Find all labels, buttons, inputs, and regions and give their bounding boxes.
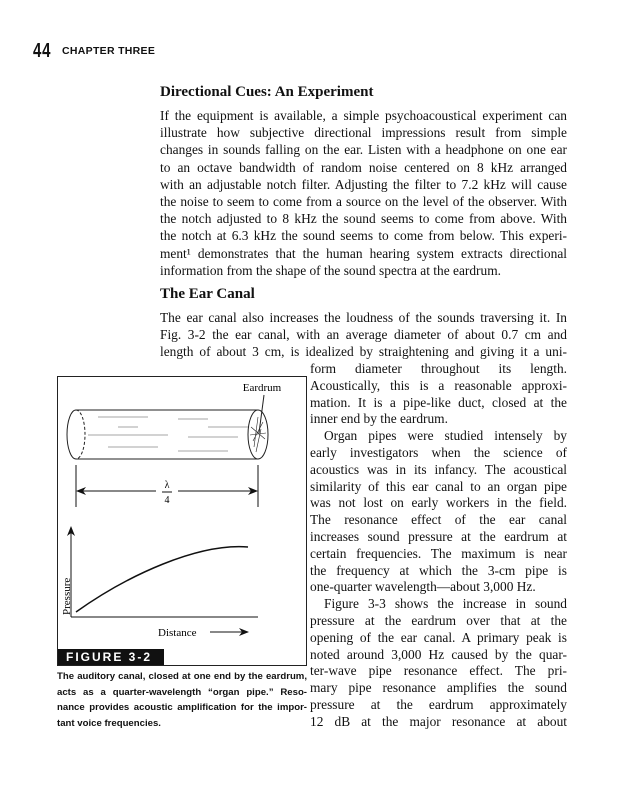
pressure-curve (76, 547, 248, 612)
text-line: the frequency at which the 3-cm pipe is (310, 562, 567, 578)
text-line: one-quarter wavelength—about 3,000 Hz. (310, 579, 536, 595)
text-line: The resonance effect of the ear canal (310, 512, 567, 528)
text-line: Acoustically, this is a reasonable approxi- (310, 377, 567, 393)
ear-canal-diagram (58, 377, 305, 647)
text-line: information from the shape of the sound spectra at the eardrum. (160, 262, 501, 278)
text-line: certain frequencies. The maximum is near (310, 545, 567, 561)
text-line: early investigators when the science of (310, 445, 567, 460)
x-axis-label: Distance (158, 627, 197, 639)
caption-line: acts as a quarter-wavelength “organ pipe.” Reso- (57, 686, 307, 698)
text-line: pressure at the eardrum over that at the (310, 613, 567, 628)
text-line: with an adjustable notch filter. Adjusting the filter to 7.2 kHz will cause (160, 176, 567, 192)
text-line: form diameter throughout its length. (310, 361, 567, 376)
text-line: mation. It is a pipe-like duct, closed at the (310, 394, 567, 410)
text-line: inner end by the eardrum. (310, 411, 448, 427)
text-line: illustrate how subjective directional impressions result from simple (160, 125, 567, 141)
y-axis-label: Pressure (61, 577, 73, 615)
text-line: mary pipe resonance amplifies the sound (310, 680, 567, 696)
text-line: noted around 3,000 Hz caused by the quar- (310, 646, 567, 662)
chapter-title: CHAPTER THREE (62, 45, 156, 57)
text-line: Figure 3-3 shows the increase in sound (324, 596, 567, 612)
section-heading-ear-canal: The Ear Canal (160, 286, 255, 302)
text-line: was not lost on early workers in the field. (310, 495, 567, 511)
text-line: the notch adjusted to 8 kHz the sound seems to come from above. With (160, 211, 567, 227)
figure-3-2 (57, 376, 307, 666)
text-line: ter-wave pipe resonance effect. The pri- (310, 663, 567, 679)
text-line: the notch at 6.3 kHz the sound seems to come from below. This experi- (160, 228, 567, 244)
lambda-numerator: λ (164, 480, 170, 491)
figure-label: FIGURE 3-2 (58, 649, 164, 665)
lambda-denominator: 4 (164, 495, 170, 506)
text-line: If the equipment is available, a simple psychoacoustical experiment can (160, 108, 567, 123)
text-line: the noise to seem to come from a source on the level of the observer. With (160, 194, 567, 209)
text-line: Fig. 3-2 the ear canal, with an average diameter of about 0.7 cm and (160, 327, 567, 343)
text-line: increases sound pressure at the eardrum at (310, 529, 567, 544)
cylinder (67, 410, 268, 459)
text-line: Organ pipes were studied intensely by (324, 428, 567, 444)
section-heading-directional-cues: Directional Cues: An Experiment (160, 84, 374, 100)
eardrum-label: Eardrum (242, 382, 282, 394)
pressure-graph (61, 527, 258, 639)
caption-line: nance provides acoustic amplification for the impor- (57, 702, 307, 713)
text-line: opening of the ear canal. A primary peak is (310, 629, 567, 645)
caption-line: tant voice frequencies. (57, 717, 161, 729)
text-line: 12 dB at the major resonance at about (310, 713, 567, 729)
text-line: The ear canal also increases the loudness of the sounds traversing it. In (160, 310, 567, 325)
caption-line: The auditory canal, closed at one end by the eardrum, (57, 671, 307, 682)
text-line: length of about 3 cm, is idealized by straightening and giving it a uni- (160, 344, 567, 360)
text-line: to an octave bandwidth of random noise centered on 8 kHz arranged (160, 159, 567, 175)
text-line: similarity of this ear canal to an organ pipe (310, 478, 567, 494)
text-line: changes in sounds falling on the ear. Listen with a headphone on one ear (160, 142, 567, 158)
text-line: pressure at the eardrum approximately (310, 697, 567, 712)
text-line: ment¹ demonstrates that the human hearing system extracts directional (160, 245, 567, 261)
page-number: 44 (33, 40, 52, 62)
text-line: acoustics was in its infancy. The acoustical (310, 461, 567, 477)
